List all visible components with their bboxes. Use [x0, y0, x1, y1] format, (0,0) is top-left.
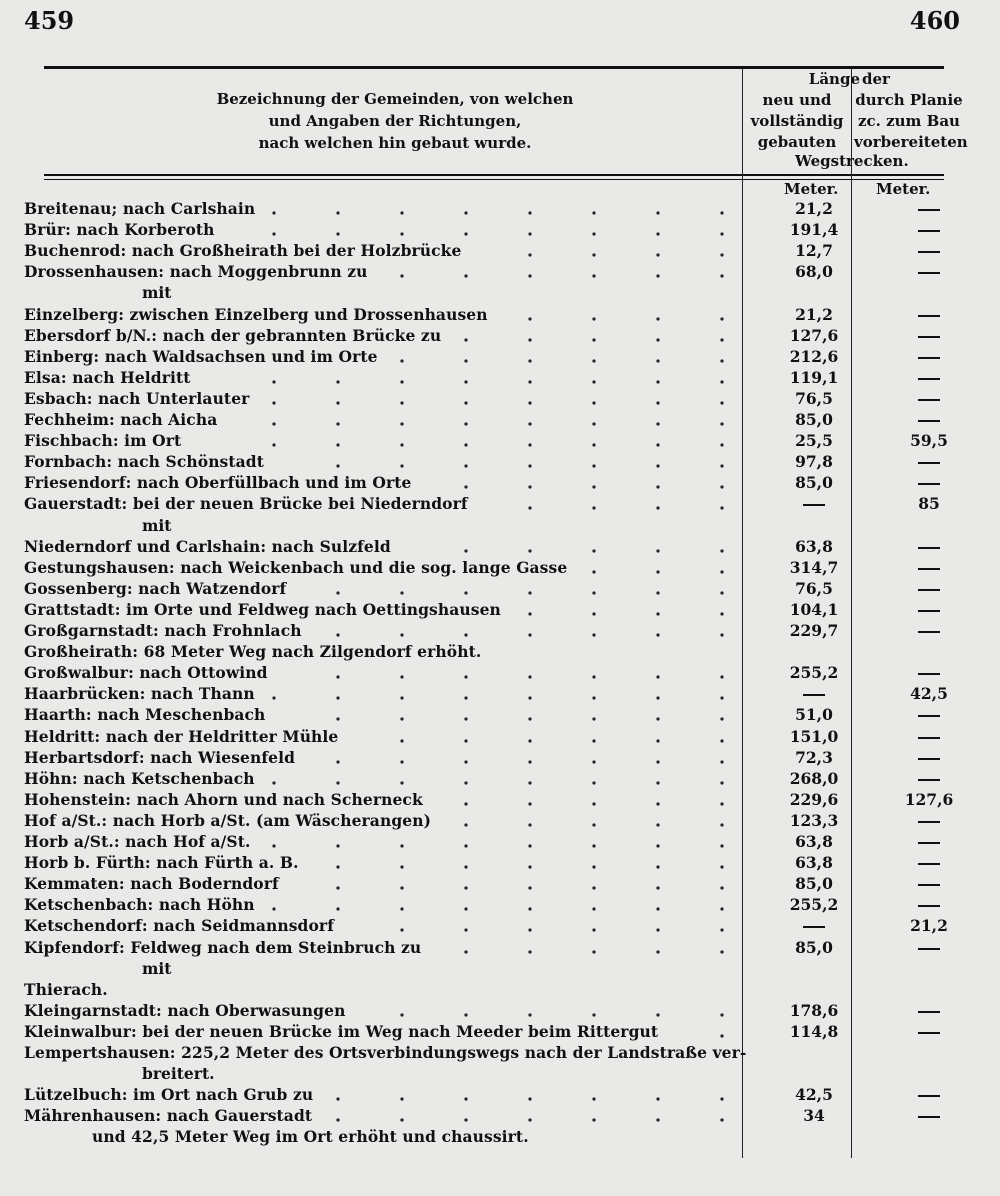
table-row	[24, 388, 964, 409]
dash-mark	[918, 462, 940, 464]
row-continuation-text: mit	[142, 958, 172, 978]
value-cell: 151,0	[789, 726, 839, 746]
value-cell: 42,5	[910, 684, 948, 704]
leader-dots	[24, 979, 739, 1000]
row-label: Haarth: nach Meschenbach	[24, 705, 266, 725]
row-label: Fechheim: nach Aicha	[24, 410, 218, 429]
dash-mark	[918, 251, 940, 253]
table-row	[24, 704, 964, 725]
table-row	[24, 1042, 964, 1063]
row-label: Friesendorf: nach Oberfüllbach und im Orte	[24, 473, 412, 493]
value-cell: 104,1	[789, 599, 839, 619]
value-cell: 178,6	[789, 1000, 839, 1020]
row-label: Elsa: nach Heldritt	[24, 367, 191, 387]
row-label: Hof a/St.: nach Horb a/St. (am Wäscherangen)	[24, 810, 432, 830]
table-row	[24, 599, 964, 620]
row-label: Ketschenbach: nach Höhn	[24, 895, 255, 915]
dash-mark	[918, 715, 940, 717]
row-label: Ketschendorf: nach Seidmannsdorf	[24, 916, 334, 936]
table-row	[24, 852, 964, 873]
dash-mark	[918, 673, 940, 675]
header-line: vollständig	[750, 112, 844, 130]
row-continuation-text: mit	[142, 515, 172, 535]
dash-mark	[918, 884, 940, 886]
value-cell: 21,2	[795, 304, 833, 324]
dash-mark	[918, 1116, 940, 1118]
dash-mark	[918, 1011, 940, 1013]
dash-mark	[918, 821, 940, 823]
table-row	[24, 346, 964, 367]
value-cell: 114,8	[789, 1021, 839, 1041]
table-row	[24, 451, 964, 472]
value-cell: 59,5	[910, 431, 948, 451]
dash-mark	[918, 230, 940, 232]
dash-mark	[918, 1095, 940, 1097]
unit-label-2: Meter.	[876, 180, 931, 198]
value-cell: 255,2	[789, 895, 839, 915]
header-description	[150, 88, 640, 154]
value-cell: 85,0	[795, 874, 833, 894]
value-cell: 76,5	[795, 578, 833, 598]
row-label: Großheirath: 68 Meter Weg nach Zilgendorf erhöht.	[24, 642, 482, 662]
dash-mark	[918, 589, 940, 591]
table-row	[24, 261, 964, 282]
table-row	[24, 304, 964, 325]
dash-mark	[918, 399, 940, 401]
dash-mark	[918, 737, 940, 739]
table-row	[24, 915, 964, 936]
value-cell: 255,2	[789, 663, 839, 683]
table-row	[24, 1105, 964, 1126]
value-cell: 25,5	[795, 431, 833, 451]
header-line: neu und	[762, 91, 832, 109]
dash-mark	[918, 483, 940, 485]
row-continuation-text: mit	[142, 283, 172, 303]
dash-mark	[918, 272, 940, 274]
header-line: durch Planie	[855, 91, 963, 109]
value-cell: 314,7	[789, 557, 839, 577]
header-der: der	[862, 70, 890, 88]
table-row-continuation	[24, 1063, 964, 1084]
table-row	[24, 662, 964, 683]
row-label: und 42,5 Meter Weg im Ort erhöht und chaussirt.	[92, 1127, 529, 1147]
row-label: Fornbach: nach Schönstadt	[24, 452, 264, 472]
dash-mark	[918, 1032, 940, 1034]
row-label: Haarbrücken: nach Thann	[24, 684, 255, 704]
dash-mark	[803, 694, 825, 696]
dash-mark	[918, 209, 940, 211]
header-prepared	[854, 90, 968, 153]
row-label: Hohenstein: nach Ahorn und nach Scherneck	[24, 789, 423, 809]
header-laenge: Länge	[808, 70, 860, 88]
value-cell: 12,7	[795, 241, 833, 261]
table-row	[24, 1021, 964, 1042]
value-cell: 85,0	[795, 410, 833, 429]
dash-mark	[918, 568, 940, 570]
value-cell: 268,0	[789, 768, 839, 788]
dash-mark	[918, 547, 940, 549]
table-row	[24, 219, 964, 240]
dash-mark	[918, 610, 940, 612]
row-label: Lempertshausen: 225,2 Meter des Ortsverbindungswegs nach der Landstraße ver-	[24, 1043, 747, 1062]
table-row	[24, 409, 964, 430]
unit-label-1: Meter.	[784, 180, 839, 198]
table-row	[24, 747, 964, 768]
header-line: gebauten	[757, 133, 837, 151]
row-continuation-text: breitert.	[142, 1064, 215, 1084]
header-line: und Angaben der Richtungen,	[268, 112, 522, 130]
row-label: Drossenhausen: nach Moggenbrunn zu	[24, 262, 368, 282]
value-cell: 97,8	[795, 452, 833, 472]
table-row	[24, 768, 964, 789]
table-row	[24, 578, 964, 599]
value-cell: 68,0	[795, 262, 833, 282]
dash-mark	[918, 863, 940, 865]
table-row	[24, 683, 964, 704]
row-label: Einberg: nach Waldsachsen und im Orte	[24, 346, 378, 366]
dash-mark	[918, 336, 940, 338]
table-row	[24, 789, 964, 810]
row-label: Kipfendorf: Feldweg nach dem Steinbruch zu	[24, 937, 422, 957]
table-row-continuation	[24, 282, 964, 303]
header-line: zc. zum Bau	[858, 112, 960, 130]
table-row	[24, 894, 964, 915]
value-cell: 21,2	[795, 199, 833, 218]
row-label: Gossenberg: nach Watzendorf	[24, 578, 287, 598]
table-row	[24, 620, 964, 641]
row-label: Thierach.	[24, 979, 108, 999]
value-cell: 119,1	[789, 367, 839, 387]
table-row	[24, 557, 964, 578]
row-label: Heldritt: nach der Heldritter Mühle	[24, 726, 339, 746]
row-label: Fischbach: im Ort	[24, 431, 182, 451]
table-row	[24, 240, 964, 261]
header-rule	[44, 174, 944, 176]
dash-mark	[803, 504, 825, 506]
row-label: Buchenrod: nach Großheirath bei der Holzbrücke	[24, 241, 462, 261]
row-label: Großgarnstadt: nach Frohnlach	[24, 621, 302, 640]
value-cell: 212,6	[789, 346, 839, 366]
row-label: Grattstadt: im Orte und Feldweg nach Oettingshausen	[24, 599, 501, 619]
value-cell: 63,8	[795, 536, 833, 556]
header-line: nach welchen hin gebaut wurde.	[258, 134, 532, 152]
header-new-built	[745, 90, 849, 153]
table-row	[24, 1084, 964, 1105]
value-cell: 72,3	[795, 747, 833, 767]
value-cell: 42,5	[795, 1085, 833, 1105]
row-label: Gauerstadt: bei der neuen Brücke bei Niederndorf	[24, 494, 468, 514]
value-cell: 51,0	[795, 705, 833, 725]
row-label: Horb a/St.: nach Hof a/St.	[24, 832, 251, 851]
value-cell: 127,6	[904, 789, 954, 809]
value-cell: 191,4	[789, 220, 839, 240]
table-row	[24, 979, 964, 1000]
dash-mark	[803, 926, 825, 928]
table-row	[24, 493, 964, 514]
table-row	[24, 367, 964, 388]
table-row	[24, 325, 964, 346]
row-label: Herbartsdorf: nach Wiesenfeld	[24, 747, 296, 767]
table-row	[24, 831, 964, 852]
row-label: Einzelberg: zwischen Einzelberg und Drossenhausen	[24, 304, 488, 324]
value-cell: 76,5	[795, 388, 833, 408]
table-row-continuation	[24, 515, 964, 536]
row-label: Lützelbuch: im Ort nach Grub zu	[24, 1085, 314, 1105]
table-row	[24, 1126, 964, 1147]
value-cell: 85,0	[795, 473, 833, 493]
dash-mark	[918, 905, 940, 907]
row-label: Gestungshausen: nach Weickenbach und die sog. lange Gasse	[24, 557, 568, 577]
table-row-continuation	[24, 958, 964, 979]
row-label: Esbach: nach Unterlauter	[24, 388, 250, 408]
header-wegstrecken: Wegstrecken.	[795, 152, 909, 170]
table-row	[24, 726, 964, 747]
row-label: Horb b. Fürth: nach Fürth a. B.	[24, 853, 299, 873]
row-label: Mährenhausen: nach Gauerstadt	[24, 1106, 313, 1126]
page-number-left: 459	[24, 6, 75, 35]
dash-mark	[918, 315, 940, 317]
row-label: Kleinwalbur: bei der neuen Brücke im Weg nach Meeder beim Rittergut	[24, 1021, 659, 1041]
dash-mark	[918, 420, 940, 422]
table-row	[24, 536, 964, 557]
dash-mark	[918, 948, 940, 950]
value-cell: 127,6	[789, 325, 839, 345]
dash-mark	[918, 779, 940, 781]
dash-mark	[918, 357, 940, 359]
row-label: Kemmaten: nach Boderndorf	[24, 874, 279, 894]
value-cell: 63,8	[795, 832, 833, 851]
value-cell: 34	[803, 1106, 825, 1126]
value-cell: 229,7	[789, 621, 839, 640]
page-number-right: 460	[909, 6, 960, 35]
table-row	[24, 198, 964, 219]
value-cell: 85	[918, 494, 940, 514]
value-cell: 229,6	[789, 789, 839, 809]
table-row	[24, 430, 964, 451]
row-label: Großwalbur: nach Ottowind	[24, 663, 268, 683]
value-cell: 63,8	[795, 853, 833, 873]
value-cell: 85,0	[795, 937, 833, 957]
dash-mark	[918, 378, 940, 380]
row-label: Kleingarnstadt: nach Oberwasungen	[24, 1000, 346, 1020]
table-row	[24, 810, 964, 831]
row-label: Höhn: nach Ketschenbach	[24, 768, 255, 788]
table-row	[24, 641, 964, 662]
value-cell: 21,2	[910, 916, 948, 936]
dash-mark	[918, 758, 940, 760]
row-label: Niederndorf und Carlshain: nach Sulzfeld	[24, 536, 391, 556]
row-label: Ebersdorf b/N.: nach der gebrannten Brücke zu	[24, 325, 442, 345]
table-row	[24, 873, 964, 894]
row-label: Breitenau; nach Carlshain	[24, 199, 256, 218]
value-cell: 123,3	[789, 810, 839, 830]
table-row	[24, 1000, 964, 1021]
table-row	[24, 937, 964, 958]
header-line: Bezeichnung der Gemeinden, von welchen	[216, 90, 574, 108]
dash-mark	[918, 631, 940, 633]
header-line: vorbereiteten	[854, 133, 968, 151]
table-row	[24, 472, 964, 493]
row-label: Brür: nach Korberoth	[24, 220, 215, 240]
dash-mark	[918, 842, 940, 844]
